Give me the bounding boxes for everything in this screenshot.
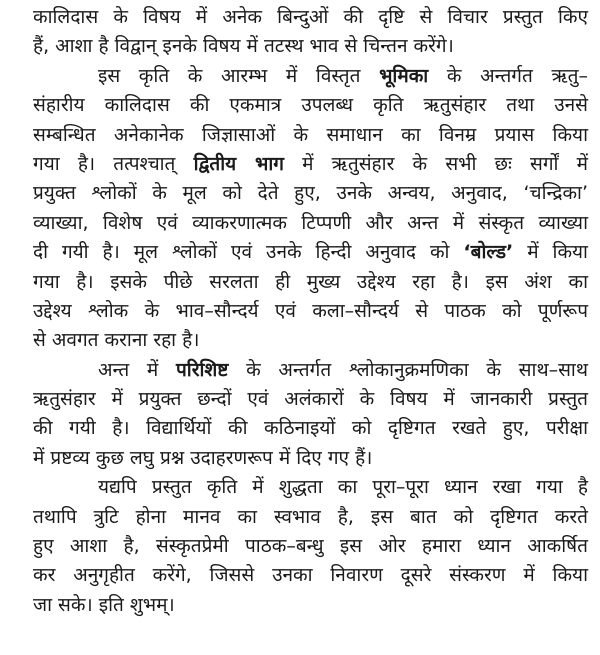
- text-segment: ऋतुसंहार में प्रयुक्त छन्दों एवं अलंकारों के विषय में जानकारी प्रस्तुत: [33, 388, 588, 411]
- text-line: [33, 121, 588, 150]
- text-line: [33, 91, 588, 120]
- bold-text-segment: परिशिष्ट: [175, 358, 229, 381]
- bold-text-segment: द्वितीय भाग: [193, 152, 284, 175]
- text-segment: व्याख्या, विशेष एवं व्याकरणात्मक टिप्पणी और अन्त में संस्कृत व्याख्या: [33, 211, 588, 234]
- bold-text-segment: भूमिका: [379, 64, 429, 87]
- text-segment: गया है। इसके पीछे सरलता ही मुख्य उद्देश्य रहा है। इस अंश का: [33, 270, 588, 293]
- text-segment: अन्त में: [98, 358, 176, 381]
- text-line: [33, 62, 588, 91]
- text-segment: के अन्तर्गत श्लोकानुक्रमणिका के साथ–साथ: [228, 358, 588, 381]
- text-segment: में ऋतुसंहार के सभी छः सर्गों में: [283, 152, 588, 175]
- text-line: [33, 150, 588, 179]
- text-line: [33, 268, 588, 297]
- text-segment: इस कृति के आरम्भ में विस्तृत: [98, 64, 380, 87]
- text-line: [33, 414, 588, 443]
- text-segment: दी गयी है। मूल श्लोकों एवं उनके हिन्दी अनुवाद को: [33, 241, 464, 264]
- bold-text-segment: ‘बोल्ड’: [463, 241, 514, 264]
- text-line: [33, 356, 588, 385]
- text-segment: में प्रष्टव्य कुछ लघु प्रश्न उदाहरणरूप में दिए गए हैं।: [33, 446, 373, 469]
- document-page: [33, 3, 588, 620]
- text-line: [33, 209, 588, 238]
- text-segment: से अवगत कराना रहा है।: [33, 329, 200, 352]
- text-segment: हुए आशा है, संस्कृतप्रेमी पाठक–बन्धु इस ओर हमारा ध्यान आकर्षित: [33, 535, 588, 558]
- text-segment: प्रयुक्त श्लोकों के मूल को देते हुए, उनके अन्वय, अनुवाद, ‘चन्द्रिका’: [33, 182, 588, 205]
- text-line: [33, 32, 588, 61]
- text-segment: उद्देश्य श्लोक के भाव–सौन्दर्य एवं कला–सौन्दर्य से पाठक को पूर्णरूप: [33, 299, 588, 322]
- text-line: [33, 591, 588, 620]
- text-segment: के अन्तर्गत ऋतु–: [428, 64, 588, 87]
- text-segment: कर अनुगृहीत करेंगे, जिससे उनका निवारण दूसरे संस्करण में किया: [33, 564, 588, 587]
- text-segment: की गयी है। विद्यार्थियों की कठिनाइयों को दृष्टिगत रखते हुए, परीक्षा: [33, 417, 588, 440]
- text-segment: में किया: [513, 241, 588, 264]
- paragraph: [33, 3, 588, 62]
- text-line: [33, 385, 588, 414]
- text-segment: यद्यपि प्रस्तुत कृति में शुद्धता का पूरा–पूरा ध्यान रखा गया है: [98, 476, 588, 499]
- text-line: [33, 3, 588, 32]
- text-segment: संहारीय कालिदास की एकमात्र उपलब्ध कृति ऋतुसंहार तथा उनसे: [33, 94, 588, 117]
- paragraph: [33, 473, 588, 620]
- text-segment: जा सके। इति शुभम्।: [33, 593, 175, 616]
- text-segment: सम्बन्धित अनेकानेक जिज्ञासाओं के समाधान का विनम्र प्रयास किया: [33, 123, 588, 146]
- text-line: [33, 444, 588, 473]
- text-line: [33, 326, 588, 355]
- text-line: [33, 503, 588, 532]
- paragraph: [33, 356, 588, 474]
- paragraph: [33, 62, 588, 356]
- text-line: [33, 532, 588, 561]
- text-segment: तथापि त्रुटि होना मानव का स्वभाव है, इस बात को दृष्टिगत करते: [33, 505, 588, 528]
- text-segment: गया है। तत्पश्चात्: [33, 152, 194, 175]
- text-line: [33, 238, 588, 267]
- text-segment: हैं, आशा है विद्वान् इनके विषय में तटस्थ भाव से चिन्तन करेंगे।: [33, 35, 454, 58]
- text-line: [33, 297, 588, 326]
- text-line: [33, 179, 588, 208]
- text-line: [33, 561, 588, 590]
- text-segment: कालिदास के विषय में अनेक बिन्दुओं की दृष्टि से विचार प्रस्तुत किए: [33, 6, 588, 28]
- text-line: [33, 473, 588, 502]
